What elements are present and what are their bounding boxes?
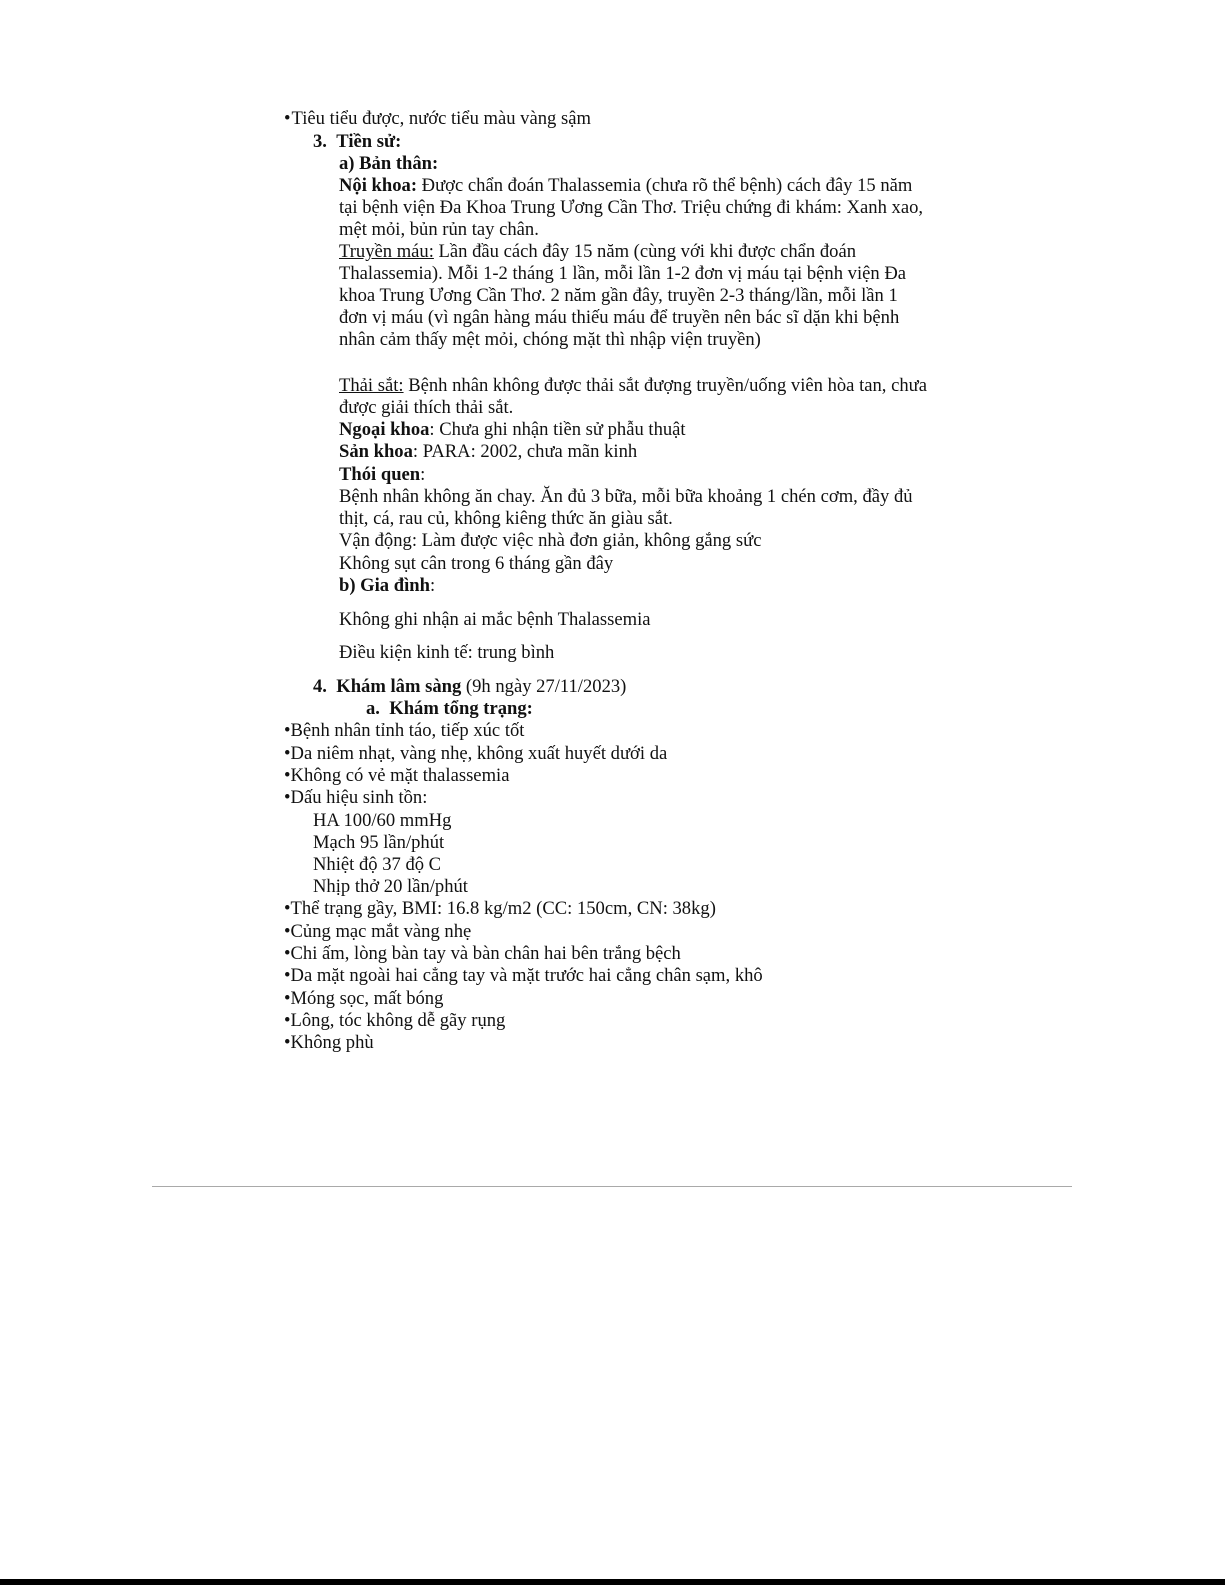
list-item-text: Da niêm nhạt, vàng nhẹ, không xuất huyết dưới da [290, 743, 668, 764]
san-khoa-text: : PARA: 2002, chưa mãn kinh [412, 441, 638, 462]
bullet: • [284, 965, 291, 986]
bullet: • [284, 988, 291, 1009]
thoi-quen-colon: : [420, 464, 426, 485]
bullet: • [284, 1010, 291, 1031]
vital-bp: HA 100/60 mmHg [313, 810, 452, 831]
san-khoa-line [339, 441, 637, 463]
kham-tong-trang-title: Khám tổng trạng: [389, 698, 533, 719]
thoi-quen-line-2: thịt, cá, rau củ, không kiêng thức ăn giàu sắt. [339, 508, 673, 529]
section-4-title: Khám lâm sàng [336, 676, 462, 697]
subsection-ban-than: a) Bản thân: [339, 153, 439, 174]
truyen-mau-line-5: nhân cảm thấy mệt mỏi, chóng mặt thì nhập viện truyền) [339, 329, 761, 350]
bullet: • [284, 743, 291, 764]
list-item-text: Thể trạng gầy, BMI: 16.8 kg/m2 (CC: 150cm, CN: 38kg) [290, 898, 716, 919]
list-item [284, 921, 471, 943]
vital-temperature: Nhiệt độ 37 độ C [313, 854, 442, 875]
truyen-mau-label: Truyền máu: [339, 241, 434, 262]
section-3-number: 3. [313, 131, 327, 152]
ngoai-khoa-label: Ngoại khoa [339, 419, 430, 440]
kham-tong-trang-number: a. [366, 698, 380, 719]
section-4-number: 4. [313, 676, 327, 697]
list-item [284, 743, 667, 765]
thai-sat-label: Thải sắt: [339, 375, 404, 396]
subsection-gia-dinh [339, 575, 435, 597]
list-item [284, 765, 509, 787]
vital-pulse: Mạch 95 lần/phút [313, 832, 445, 853]
bullet: • [284, 1032, 291, 1053]
section-3-title: Tiền sử: [336, 131, 402, 152]
list-item-text: Da mặt ngoài hai cẳng tay và mặt trước hai cẳng chân sạm, khô [290, 965, 763, 986]
list-item [284, 720, 524, 742]
truyen-mau-text-1: Lần đầu cách đây 15 năm (cùng với khi được chẩn đoán [438, 241, 857, 262]
section-4-time: (9h ngày 27/11/2023) [461, 676, 627, 697]
list-item [284, 988, 443, 1010]
gia-dinh-label: b) Gia đình [339, 575, 430, 596]
truyen-mau-line-1 [339, 241, 856, 263]
truyen-mau-line-4: đơn vị máu (vì ngân hàng máu thiếu máu để truyền nên bác sĩ dặn khi bệnh [339, 307, 900, 328]
gia-dinh-text: Không ghi nhận ai mắc bệnh Thalassemia [339, 609, 651, 630]
truyen-mau-line-2: Thalassemia). Mỗi 1-2 tháng 1 lần, mỗi lần 1-2 đơn vị máu tại bệnh viện Đa [339, 263, 907, 284]
thai-sat-text-1: Bệnh nhân không được thải sắt đượng truyền/uống viên hòa tan, chưa [408, 375, 927, 396]
bullet: • [284, 720, 291, 741]
section-4-heading [313, 676, 626, 698]
thai-sat-line-2: được giải thích thải sắt. [339, 397, 514, 418]
list-item-text: Không có vẻ mặt thalassemia [290, 765, 510, 786]
list-item [284, 965, 763, 987]
list-item [284, 943, 681, 965]
bullet: • [284, 898, 291, 919]
thoi-quen-label: Thói quen [339, 464, 421, 485]
intro-text: Tiêu tiểu được, nước tiểu màu vàng sậm [291, 108, 591, 129]
thoi-quen-line-3: Vận động: Làm được việc nhà đơn giản, không gắng sức [339, 530, 762, 551]
ngoai-khoa-line [339, 419, 686, 441]
kinh-te-text: Điều kiện kinh tế: trung bình [339, 642, 555, 663]
noi-khoa-line-3: mệt mỏi, bủn rủn tay chân. [339, 219, 539, 240]
list-item [284, 787, 427, 809]
list-item-text: Không phù [290, 1032, 374, 1053]
noi-khoa-line-1 [339, 175, 912, 197]
noi-khoa-text-1: Được chẩn đoán Thalassemia (chưa rõ thể bệnh) cách đây 15 năm [421, 175, 913, 196]
bullet: • [284, 943, 291, 964]
list-item-text: Củng mạc mắt vàng nhẹ [290, 921, 472, 942]
list-item-text: Móng sọc, mất bóng [290, 988, 444, 1009]
subsection-kham-tong-trang [366, 698, 533, 720]
bullet: • [284, 108, 291, 129]
list-item-text: Lông, tóc không dễ gãy rụng [290, 1010, 506, 1031]
truyen-mau-line-3: khoa Trung Ương Cần Thơ. 2 năm gần đây, truyền 2-3 tháng/lần, mỗi lần 1 [339, 285, 898, 306]
san-khoa-label: Sản khoa [339, 441, 413, 462]
intro-line [284, 108, 591, 130]
section-3-heading [313, 131, 401, 153]
thai-sat-line-1 [339, 375, 927, 397]
ngoai-khoa-text: : Chưa ghi nhận tiền sử phẫu thuật [429, 419, 686, 440]
thoi-quen-heading [339, 464, 425, 486]
thoi-quen-line-4: Không sụt cân trong 6 tháng gần đây [339, 553, 614, 574]
bottom-edge-bar [0, 1579, 1225, 1585]
bullet: • [284, 921, 291, 942]
list-item [284, 1010, 505, 1032]
noi-khoa-label: Nội khoa: [339, 175, 418, 196]
noi-khoa-line-2: tại bệnh viện Đa Khoa Trung Ương Cần Thơ. Triệu chứng đi khám: Xanh xao, [339, 197, 924, 218]
bullet: • [284, 787, 291, 808]
list-item-text: Bệnh nhân tỉnh táo, tiếp xúc tốt [290, 720, 525, 741]
list-item [284, 1032, 374, 1054]
gia-dinh-colon: : [429, 575, 436, 596]
page-divider [152, 1186, 1072, 1187]
bullet: • [284, 765, 291, 786]
vital-respiration: Nhịp thở 20 lần/phút [313, 876, 468, 897]
list-item-text: Chi ấm, lòng bàn tay và bàn chân hai bên trắng bệch [290, 943, 681, 964]
thoi-quen-line-1: Bệnh nhân không ăn chay. Ăn đủ 3 bữa, mỗi bữa khoảng 1 chén cơm, đầy đủ [339, 486, 913, 507]
list-item-text: Dấu hiệu sinh tồn: [290, 787, 428, 808]
list-item [284, 898, 716, 920]
